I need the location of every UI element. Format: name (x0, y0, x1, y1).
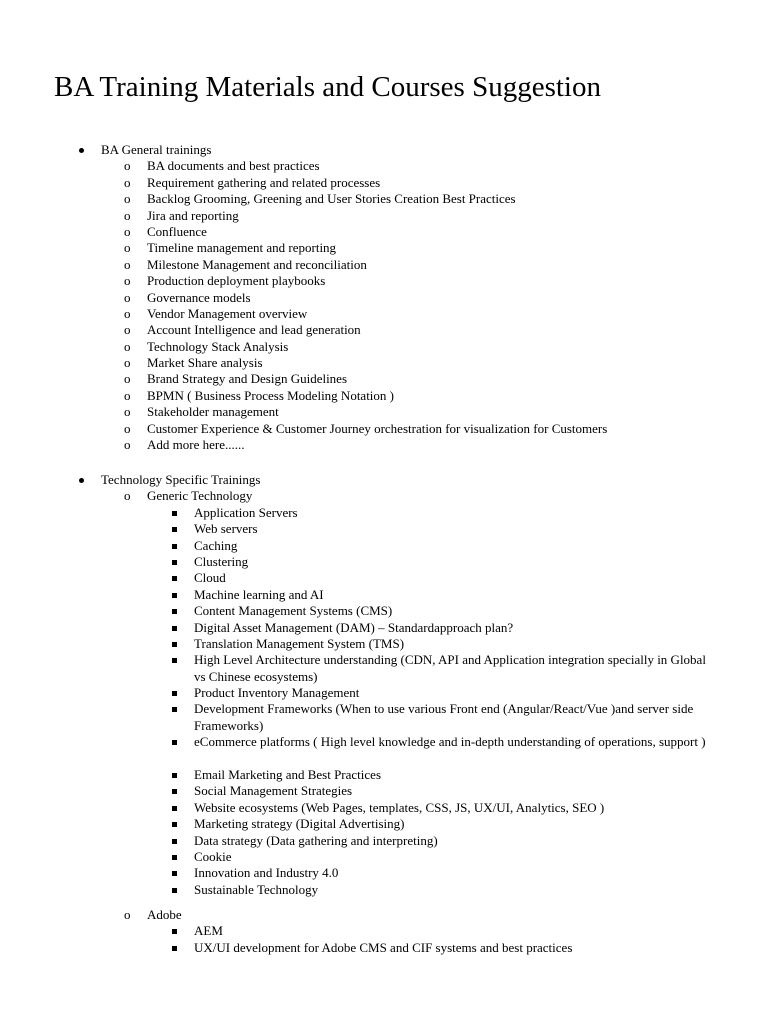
list-item (0, 849, 768, 865)
adobe-section (0, 907, 768, 956)
list-item-label: Translation Management System (TMS) (194, 635, 405, 651)
list-item (0, 603, 768, 619)
list-item (0, 833, 768, 849)
bullet-icon: o (124, 355, 131, 371)
bullet-icon (172, 806, 177, 811)
bullet-icon (172, 888, 177, 893)
bullet-icon (172, 527, 177, 532)
list-item (0, 505, 768, 521)
list-item-label: BA General trainings (101, 142, 212, 157)
list-item-label: Application Servers (194, 504, 298, 520)
list-item-label: Governance models (147, 289, 251, 305)
list-item (0, 538, 768, 554)
bullet-icon (172, 929, 177, 934)
list-item-label: BPMN ( Business Process Modeling Notation ) (147, 387, 394, 403)
list-item (0, 865, 768, 881)
list-item-label: Content Management Systems (CMS) (194, 603, 393, 619)
list-item-label: Digital Asset Management (DAM) – Standardapproach plan? (194, 619, 514, 635)
list-item-label: Innovation and Industry 4.0 (194, 865, 339, 881)
bullet-icon: o (124, 240, 131, 256)
list-item-label: Web servers (194, 521, 258, 537)
bullet-icon: o (124, 273, 131, 289)
bullet-icon (172, 511, 177, 516)
list-item-generic-technology (0, 488, 768, 504)
list-item (0, 339, 768, 355)
bullet-icon (172, 871, 177, 876)
bullet-icon (172, 544, 177, 549)
list-item (0, 404, 768, 420)
list-item-label: Account Intelligence and lead generation (147, 322, 361, 338)
list-item (0, 652, 768, 685)
bullet-icon: o (124, 338, 131, 354)
bullet-icon (172, 691, 177, 696)
list-item-label: Cloud (194, 570, 226, 586)
bullet-icon: o (124, 488, 131, 504)
bullet-icon: o (124, 191, 131, 207)
list-item (0, 306, 768, 322)
list-item-label: Requirement gathering and related processes (147, 174, 381, 190)
bullet-icon (79, 478, 84, 483)
list-item (0, 620, 768, 636)
list-item-label: Cookie (194, 849, 232, 865)
list-item (0, 421, 768, 437)
list-item (0, 587, 768, 603)
list-item-tech-specific (0, 472, 768, 488)
bullet-icon: o (124, 223, 131, 239)
list-item-label: Backlog Grooming, Greening and User Stories Creation Best Practices (147, 191, 516, 207)
bullet-icon (172, 740, 177, 745)
list-item-label: High Level Architecture understanding (CDN, API and Application integration specially in Global vs Chinese ecosystems) (194, 652, 706, 684)
list-item (0, 783, 768, 799)
bullet-icon (172, 822, 177, 827)
list-item (0, 521, 768, 537)
list-item (0, 701, 768, 734)
list-item-label: Adobe (147, 907, 182, 922)
list-item (0, 882, 768, 898)
list-item-label: Development Frameworks (When to use various Front end (Angular/React/Vue )and server side Frameworks) (194, 701, 694, 733)
list-item (0, 273, 768, 289)
list-item (0, 240, 768, 256)
list-item-label: Stakeholder management (147, 404, 279, 420)
bullet-icon: o (124, 420, 131, 436)
bullet-icon (172, 773, 177, 778)
bullet-icon (172, 560, 177, 565)
bullet-icon (172, 576, 177, 581)
bullet-icon (172, 658, 177, 663)
list-item-label: Marketing strategy (Digital Advertising) (194, 816, 405, 832)
list-item (0, 816, 768, 832)
list-item-label: Technology Specific Trainings (101, 472, 261, 487)
list-item (0, 437, 768, 453)
list-item (0, 685, 768, 701)
list-item-label: AEM (194, 923, 223, 939)
list-item (0, 554, 768, 570)
bullet-icon: o (124, 404, 131, 420)
list-item (0, 158, 768, 174)
list-item (0, 940, 768, 956)
list-item-label: Machine learning and AI (194, 586, 324, 602)
list-item-label: Generic Technology (147, 488, 253, 504)
bullet-icon (172, 642, 177, 647)
list-item-label: Product Inventory Management (194, 685, 360, 701)
list-item-label: Market Share analysis (147, 355, 263, 371)
bullet-icon: o (124, 437, 131, 453)
list-item-label: Add more here...... (147, 437, 245, 453)
list-item (0, 208, 768, 224)
bullet-icon: o (124, 322, 131, 338)
list-item-label: Confluence (147, 223, 207, 239)
list-item (0, 175, 768, 191)
list-item-adobe (0, 907, 768, 923)
bullet-icon (172, 839, 177, 844)
bullet-icon (172, 593, 177, 598)
list-item-label: Caching (194, 537, 238, 553)
list-item (0, 191, 768, 207)
list-item-label: Milestone Management and reconciliation (147, 256, 367, 272)
bullet-icon: o (124, 289, 131, 305)
list-item-label: Brand Strategy and Design Guidelines (147, 371, 348, 387)
list-item-label: Sustainable Technology (194, 881, 319, 897)
bullet-icon (79, 148, 84, 153)
bullet-icon: o (124, 387, 131, 403)
list-item-label: Data strategy (Data gathering and interpreting) (194, 832, 438, 848)
bullet-icon (172, 609, 177, 614)
list-item-label: Production deployment playbooks (147, 273, 326, 289)
list-item (0, 355, 768, 371)
bullet-icon: o (124, 371, 131, 387)
ba-general-section (0, 142, 768, 453)
bullet-icon (172, 707, 177, 712)
list-item (0, 767, 768, 783)
list-item-label: Timeline management and reporting (147, 240, 337, 256)
list-item (0, 388, 768, 404)
list-item (0, 570, 768, 586)
list-item-label: Customer Experience & Customer Journey orchestration for visualization for Customers (147, 420, 608, 436)
list-item-label: eCommerce platforms ( High level knowledge and in-depth understanding of operations, support ) (194, 734, 706, 750)
list-item-label: Technology Stack Analysis (147, 338, 289, 354)
bullet-icon: o (124, 207, 131, 223)
bullet-icon: o (124, 174, 131, 190)
list-item-label: UX/UI development for Adobe CMS and CIF systems and best practices (194, 939, 573, 955)
list-item-label: Social Management Strategies (194, 783, 353, 799)
list-item (0, 923, 768, 939)
list-item (0, 224, 768, 240)
list-item (0, 257, 768, 273)
bullet-icon: o (124, 907, 131, 922)
bullet-icon: o (124, 158, 131, 174)
list-item (0, 636, 768, 652)
bullet-icon: o (124, 256, 131, 272)
list-item-label: Jira and reporting (147, 207, 239, 223)
list-item (0, 734, 768, 767)
list-item (0, 322, 768, 338)
list-item-label: Clustering (194, 553, 249, 569)
bullet-icon (172, 626, 177, 631)
list-item (0, 371, 768, 387)
list-item-label: Vendor Management overview (147, 305, 308, 321)
list-item (0, 800, 768, 816)
bullet-icon (172, 789, 177, 794)
bullet-icon: o (124, 305, 131, 321)
tech-specific-section (0, 472, 768, 898)
bullet-icon (172, 946, 177, 951)
page-title: BA Training Materials and Courses Suggestion (54, 71, 601, 103)
bullet-icon (172, 855, 177, 860)
list-item-label: Email Marketing and Best Practices (194, 767, 382, 783)
list-item-ba-general (0, 142, 768, 158)
list-item (0, 290, 768, 306)
list-item-label: Website ecosystems (Web Pages, templates, CSS, JS, UX/UI, Analytics, SEO ) (194, 799, 605, 815)
list-item-label: BA documents and best practices (147, 158, 320, 174)
